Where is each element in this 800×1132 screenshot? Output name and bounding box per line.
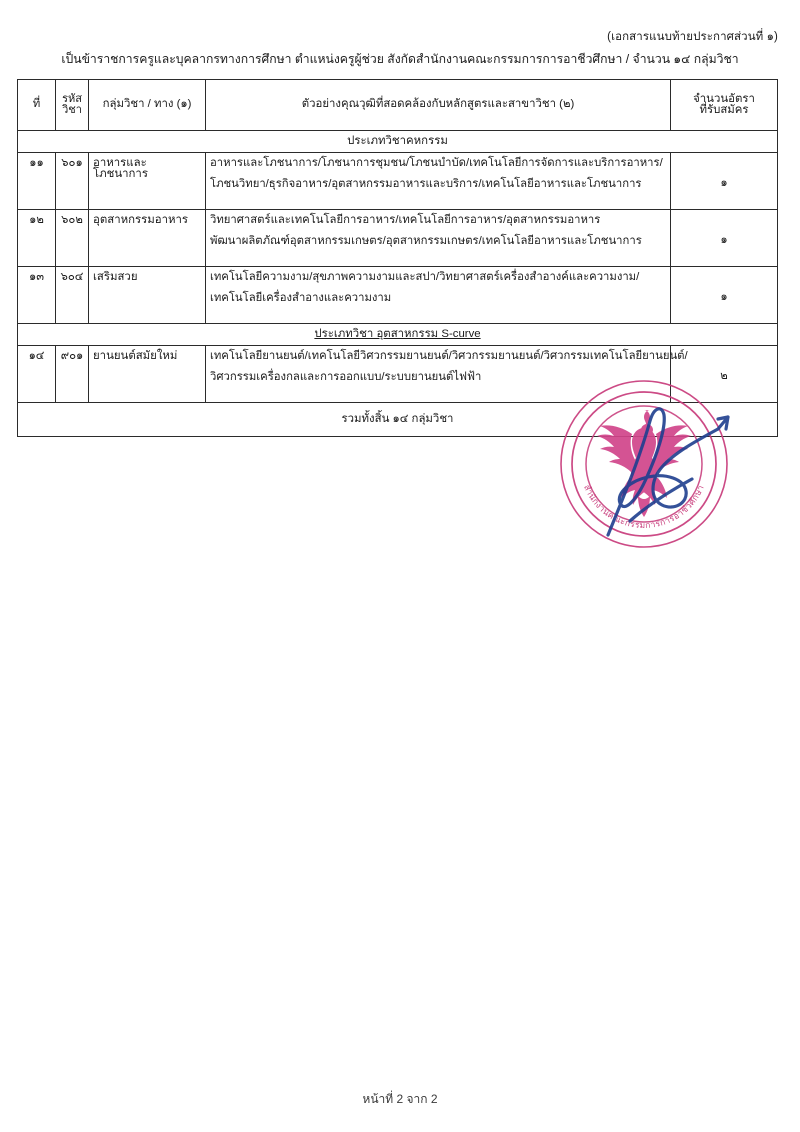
row-detail-line-1: วิทยาศาสตร์และเทคโนโลยีการอาหาร/เทคโนโลยีการอาหาร/อุตสาหกรรมอาหาร: [210, 214, 601, 226]
row-detail-line-1: เทคโนโลยียานยนต์/เทคโนโลยีวิศวกรรมยานยนต์/วิศวกรรมยานยนต์/วิศวกรรมเทคโนโลยียานยนต์/: [210, 350, 688, 362]
row-detail: [206, 346, 688, 403]
row-group: อุตสาหกรรมอาหาร: [89, 210, 206, 267]
row-no: ๑๓: [18, 267, 56, 324]
table-row: [18, 267, 778, 324]
row-qty: ๒: [671, 346, 778, 403]
section-label-0: [18, 131, 778, 153]
row-detail-line-2: เทคโนโลยีเครื่องสำอางและความงาม: [210, 292, 392, 305]
header-code: รหัสวิชา: [56, 80, 89, 131]
seal-organization-text: สำนักงานคณะกรรมการการอาชีวศึกษา: [582, 483, 706, 531]
row-qty: ๑: [671, 210, 778, 267]
row-code: ๖๐๔: [56, 267, 89, 324]
row-detail-line-1: อาหารและโภชนาการ/โภชนาการชุมชน/โภชนบำบัด/เทคโนโลยีการจัดการและบริการอาหาร/: [210, 157, 663, 169]
row-code: ๖๐๒: [56, 210, 89, 267]
row-no: ๑๔: [18, 346, 56, 403]
row-detail-line-1: เทคโนโลยีความงาม/สุขภาพความงามและสปา/วิทยาศาสตร์เครื่องสำอางค์และความงาม/: [210, 271, 640, 283]
row-group: อาหารและโภชนาการ: [89, 153, 206, 210]
row-detail: [206, 153, 671, 210]
attachment-note: (เอกสารแนบท้ายประกาศส่วนที่ ๑): [607, 31, 778, 43]
row-group: เสริมสวย: [89, 267, 206, 324]
section-label-text: ประเภทวิชา อุตสาหกรรม S-curve: [314, 327, 481, 340]
qualification-table: [17, 79, 778, 437]
header-qty-line2: ที่รับสมัคร: [699, 104, 749, 116]
section-label-1: [18, 324, 778, 346]
row-detail-line-2: พัฒนาผลิตภัณฑ์อุตสาหกรรมเกษตร/อุตสาหกรรมเกษตร/เทคโนโลยีอาหารและโภชนาการ: [210, 235, 642, 248]
section-label-text: ประเภทวิชาคหกรรม: [347, 134, 448, 147]
section-header-row: [18, 324, 778, 346]
qualification-table-wrapper: [17, 79, 777, 437]
header-group: กลุ่มวิชา / ทาง (๑): [89, 80, 206, 131]
section-header-row: [18, 131, 778, 153]
row-code: ๖๐๑: [56, 153, 89, 210]
row-detail-line-2: วิศวกรรมเครื่องกลและการออกแบบ/ระบบยานยนต์ไฟฟ้า: [210, 371, 482, 384]
row-qty: ๑: [671, 267, 778, 324]
row-detail: [206, 210, 671, 267]
total-label: รวมทั้งสิ้น ๑๔ กลุ่มวิชา: [18, 403, 778, 437]
header-qty-line1: จำนวนอัตรา: [693, 92, 755, 105]
row-group: ยานยนต์สมัยใหม่: [89, 346, 206, 403]
table-row: [18, 346, 778, 403]
row-no: ๑๒: [18, 210, 56, 267]
table-row: [18, 210, 778, 267]
page-title: เป็นข้าราชการครูและบุคลากรทางการศึกษา ตำแหน่งครูผู้ช่วย สังกัดสำนักงานคณะกรรมการการอาชีวศึกษา / จำนวน ๑๔ กลุ่มวิชา: [61, 52, 739, 66]
row-detail: [206, 267, 671, 324]
row-code: ๙๐๑: [56, 346, 89, 403]
row-detail-line-2: โภชนวิทยา/ธุรกิจอาหาร/อุตสาหกรรมอาหารและบริการ/เทคโนโลยีอาหารและโภชนาการ: [210, 178, 642, 191]
header-qty: [671, 80, 778, 131]
table-header-row: [18, 80, 778, 131]
row-qty: ๑: [671, 153, 778, 210]
row-no: ๑๑: [18, 153, 56, 210]
table-row: [18, 153, 778, 210]
header-no: ที่: [18, 80, 56, 131]
header-detail: ตัวอย่างคุณวุฒิที่สอดคล้องกับหลักสูตรและสาขาวิชา (๒): [206, 80, 671, 131]
table-total-row: [18, 403, 778, 437]
page-footer: หน้าที่ 2 จาก 2: [362, 1092, 438, 1106]
